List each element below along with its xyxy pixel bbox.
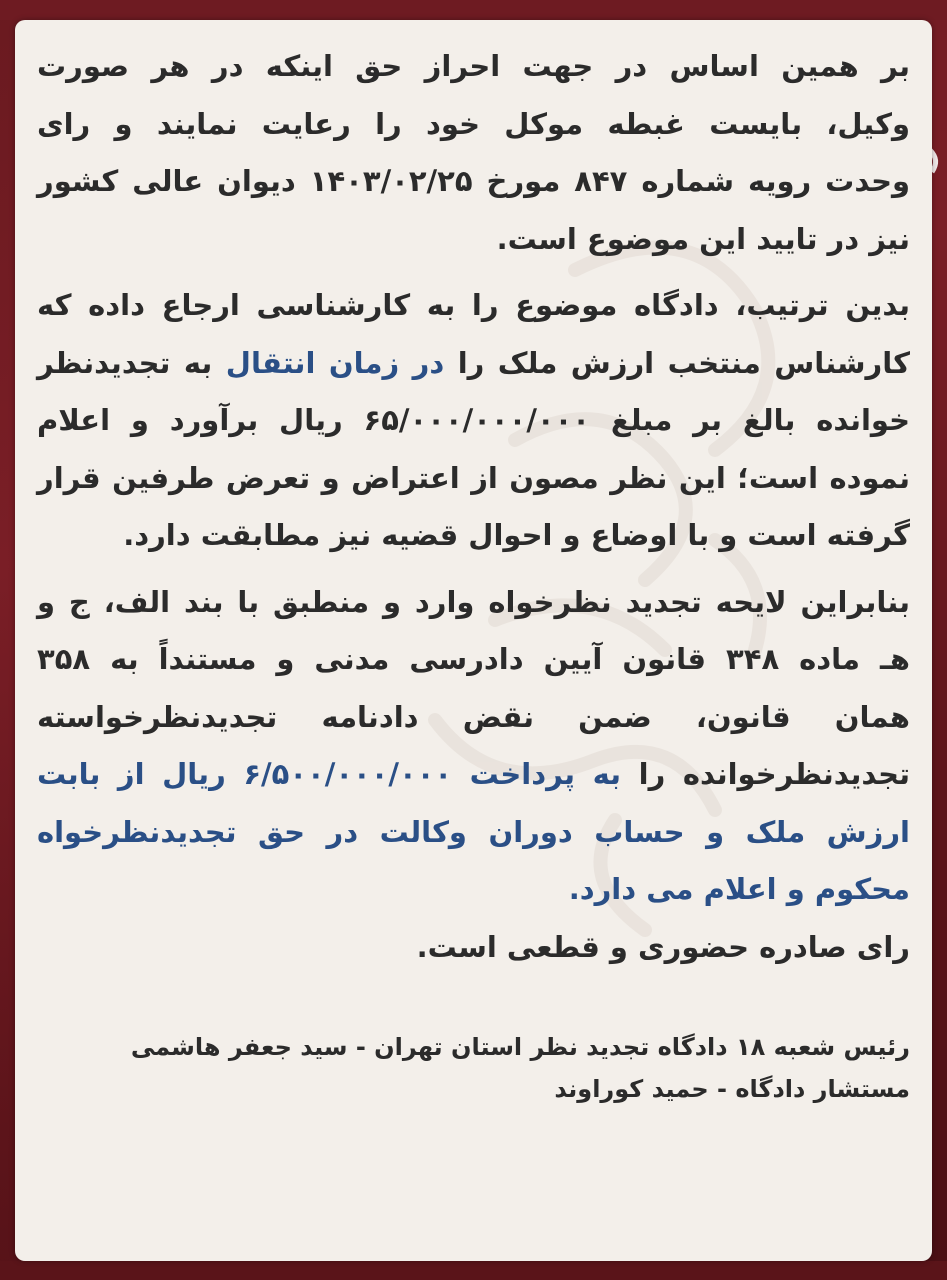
- text-line: [37, 689, 910, 747]
- text-segment: خوانده بالغ بر مبلغ ۶۵/۰۰۰/۰۰۰/۰۰۰ ریال برآورد و اعلام: [37, 403, 911, 437]
- text-segment: تجدیدنظرخوانده را: [621, 757, 910, 791]
- signatory-line: مستشار دادگاه - حمید کوراوند: [554, 1075, 910, 1103]
- text-line: [37, 96, 910, 154]
- text-segment: رای صادره حضوری و قطعی است.: [416, 929, 910, 964]
- highlighted-text-segment: محکوم و اعلام می دارد.: [568, 872, 910, 906]
- paragraph-3: [37, 574, 910, 977]
- signatory-line: رئیس شعبه ۱۸ دادگاه تجدید نظر استان تهران - سید جعفر هاشمی: [130, 1033, 910, 1061]
- document-card: [15, 20, 932, 1261]
- text-line: [37, 919, 910, 977]
- text-line: [37, 861, 910, 919]
- paragraph-1: [37, 38, 910, 268]
- highlighted-text-segment: ارزش ملک و حساب دوران وکالت در حق تجدیدنظرخواه: [37, 814, 910, 849]
- text-segment: وحدت رویه شماره ۸۴۷ مورخ ۱۴۰۳/۰۲/۲۵ دیوان عالی کشور: [37, 164, 910, 198]
- text-segment: به تجدیدنظر: [37, 345, 226, 380]
- text-segment: کارشناس منتخب ارزش ملک را: [444, 345, 911, 380]
- text-line: [37, 631, 910, 689]
- text-line: [37, 38, 910, 96]
- text-line: [37, 392, 910, 450]
- text-line: [37, 746, 910, 804]
- text-line: [37, 211, 910, 269]
- highlighted-text-segment: به پرداخت ۶/۵۰۰/۰۰۰/۰۰۰ ریال از بابت: [37, 757, 622, 791]
- text-line: [37, 335, 910, 393]
- text-segment: همان قانون، ضمن نقض دادنامه تجدیدنظرخواسته: [37, 699, 910, 734]
- text-line: [37, 804, 910, 862]
- text-line: [37, 277, 910, 335]
- text-segment: بر همین اساس در جهت احراز حق اینکه در هر صورت: [37, 49, 910, 83]
- text-segment: هـ ماده ۳۴۸ قانون آیین دادرسی مدنی و مستنداً به ۳۵۸: [37, 642, 911, 676]
- text-segment: بنابراین لایحه تجدید نظرخواه وارد و منطبق با بند الف، ج و: [37, 584, 910, 619]
- text-line: [37, 507, 910, 565]
- ruling-text: [37, 38, 910, 1110]
- text-line: [37, 574, 910, 632]
- text-segment: نیز در تایید این موضوع است.: [496, 221, 910, 256]
- text-line: [37, 450, 910, 508]
- highlighted-text-segment: در زمان انتقال: [225, 345, 445, 380]
- paragraph-2: [37, 277, 910, 565]
- signatories: [37, 1026, 910, 1110]
- text-segment: نموده است؛ این نظر مصون از اعتراض و تعرض طرفین قرار: [37, 460, 910, 495]
- text-segment: وکیل، بایست غبطه موکل خود را رعایت نمایند و رای: [37, 106, 910, 141]
- text-line: [37, 153, 910, 211]
- text-segment: گرفته است و با اوضاع و احوال قضیه نیز مطابقت دارد.: [123, 518, 910, 552]
- text-segment: بدین ترتیب، دادگاه موضوع را به کارشناسی ارجاع داده که: [37, 288, 910, 322]
